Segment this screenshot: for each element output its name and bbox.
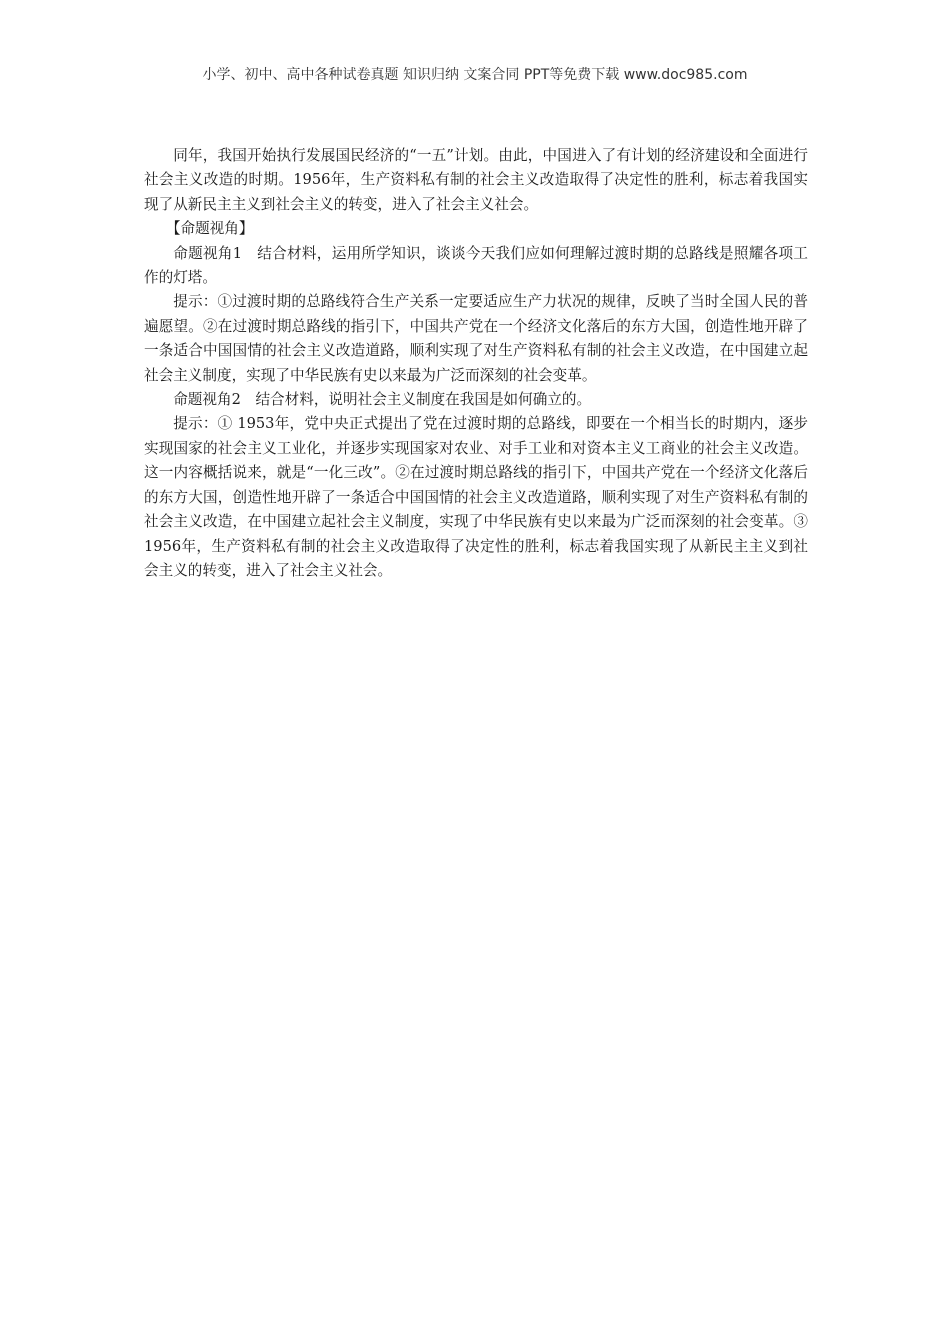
page-header: 小学、初中、高中各种试卷真题 知识归纳 文案合同 PPT等免费下载 www.doc985.com — [202, 67, 748, 83]
document-body — [144, 144, 808, 583]
section-heading: 【命题视角】 — [165, 220, 254, 238]
answer-2: 提示：① 1953年，党中央正式提出了党在过渡时期的总路线，即要在一个相当长的时期内，逐步实现国家的社会主义工业化，并逐步实现国家对农业、对手工业和对资本主义工商业的社会主义改造。这一内容概括说来，就是“一化三改”。②在过渡时期总路线的指引下，中国共产党在一个经济文化落后的东方大国，创造性地开辟了一条适合中国国情的社会主义改造道路，顺利实现了对生产资料私有制的社会主义改造，在中国建立起社会主义制度，实现了中华民族有史以来最为广泛而深刻的社会变革。③ 1956年，生产资料私有制的社会主义改造取得了决定性的胜利，标志着我国实现了从新民主主义到社会主义的转变，进入了社会主义社会。 — [144, 415, 808, 579]
question-2: 命题视角2 结合材料，说明社会主义制度在我国是如何确立的。 — [173, 391, 592, 409]
question-1: 命题视角1 结合材料，运用所学知识，谈谈今天我们应如何理解过渡时期的总路线是照耀各项工作的灯塔。 — [144, 244, 808, 287]
answer-1: 提示：①过渡时期的总路线符合生产关系一定要适应生产力状况的规律，反映了当时全国人民的普遍愿望。②在过渡时期总路线的指引下，中国共产党在一个经济文化落后的东方大国，创造性地开辟了一条适合中国国情的社会主义改造道路，顺利实现了对生产资料私有制的社会主义改造，在中国建立起社会主义制度，实现了中华民族有史以来最为广泛而深刻的社会变革。 — [144, 293, 808, 384]
paragraph-intro: 同年，我国开始执行发展国民经济的“一五”计划。由此，中国进入了有计划的经济建设和全面进行社会主义改造的时期。1956年，生产资料私有制的社会主义改造取得了决定性的胜利，标志着我国实现了从新民主主义到社会主义的转变，进入了社会主义社会。 — [144, 147, 808, 213]
